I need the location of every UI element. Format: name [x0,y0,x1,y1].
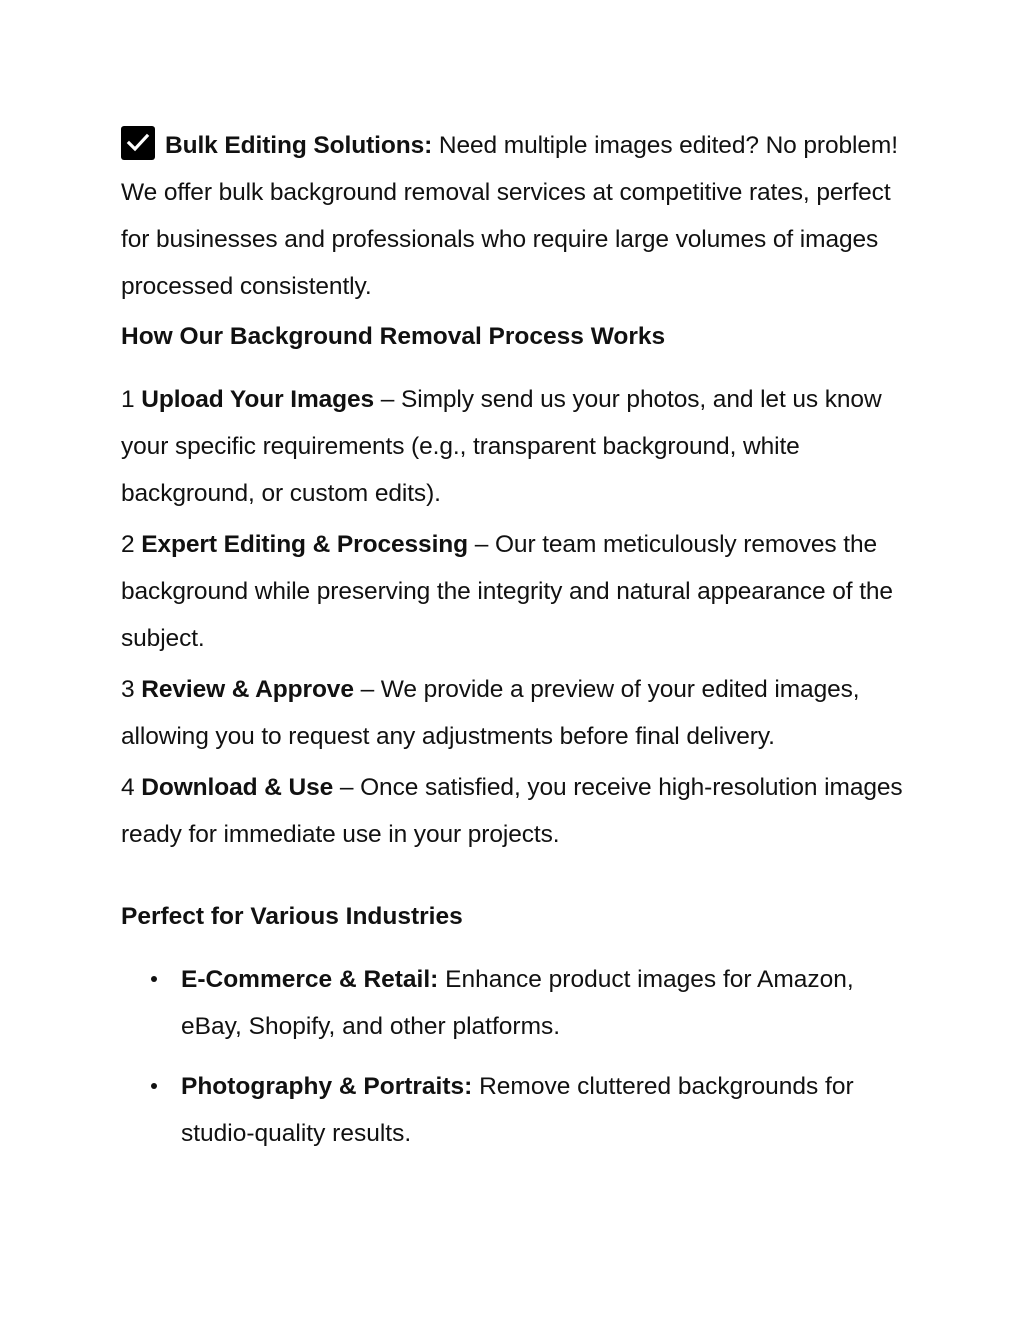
list-item [121,1063,911,1157]
process-step [121,521,911,662]
bulk-editing-text: Need multiple images edited? No problem! We offer bulk background removal services at competitive rates, perfect for businesses and professionals who require large volumes of images processed consistently. [121,132,898,300]
bulk-editing-paragraph [121,122,911,310]
step-text: – Our team meticulously removes the background while preserving the integrity and natural appearance of the subject. [121,531,893,652]
step-number: 2 [121,531,135,558]
industry-text: Remove cluttered backgrounds for studio-quality results. [181,1073,854,1147]
step-number: 1 [121,386,135,413]
industry-title: E-Commerce & Retail: [181,966,439,993]
industries-heading: Perfect for Various Industries [121,903,463,930]
process-heading: How Our Background Removal Process Works [121,323,666,350]
step-number: 4 [121,774,135,801]
industry-title: Photography & Portraits: [181,1073,473,1100]
document-page [121,122,911,1170]
step-title: Review & Approve [141,676,354,703]
bullet-icon [151,1083,157,1089]
list-item [121,956,911,1050]
bullet-icon [151,976,157,982]
step-number: 3 [121,676,135,703]
industries-list [121,956,911,1157]
bulk-editing-title: Bulk Editing Solutions: [165,132,433,159]
industry-text: Enhance product images for Amazon, eBay, Shopify, and other platforms. [181,966,854,1040]
step-text: – We provide a preview of your edited images, allowing you to request any adjustments before final delivery. [121,676,860,750]
step-title: Download & Use [141,774,334,801]
step-text: – Simply send us your photos, and let us know your specific requirements (e.g., transparent background, white background, or custom edits). [121,386,882,507]
step-title: Expert Editing & Processing [141,531,469,558]
process-step [121,764,911,858]
process-step [121,666,911,760]
step-title: Upload Your Images [141,386,375,413]
process-step [121,376,911,517]
step-text: – Once satisfied, you receive high-resolution images ready for immediate use in your projects. [121,774,903,848]
checkmark-icon [121,126,155,160]
